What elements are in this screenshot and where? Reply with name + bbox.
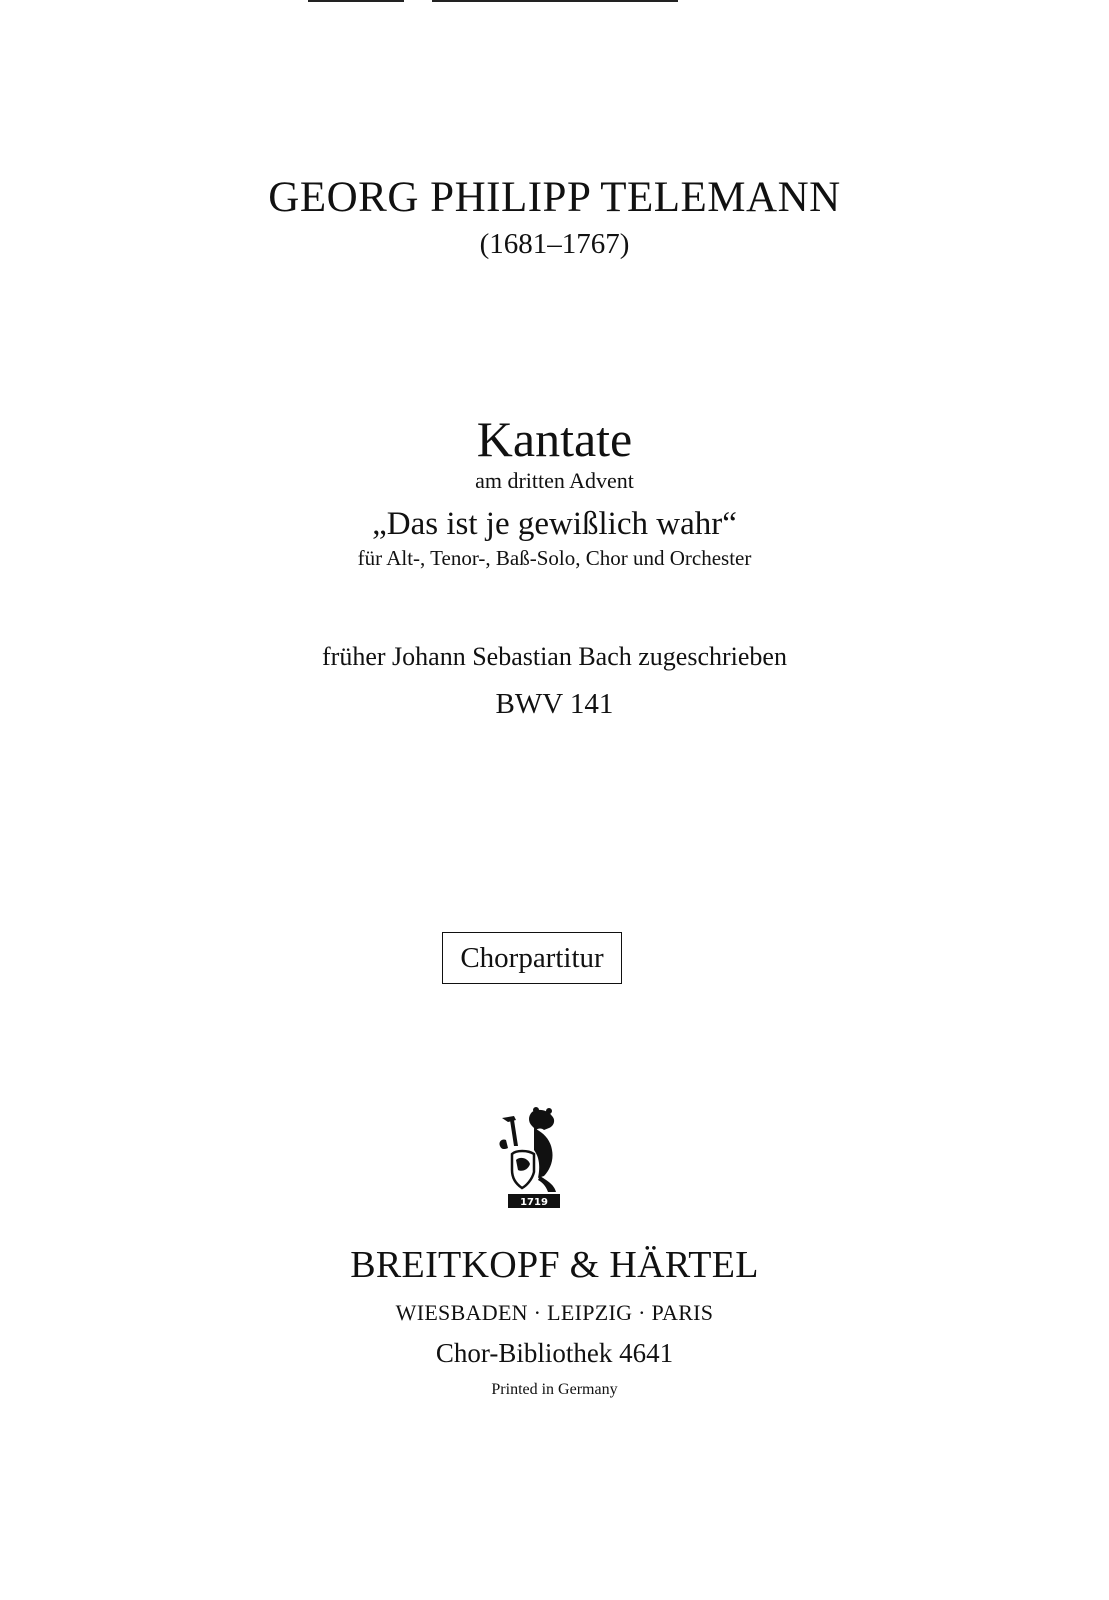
work-title: Kantate bbox=[476, 411, 633, 467]
top-edge-rule bbox=[432, 0, 678, 2]
series-number: Chor-Bibliothek 4641 bbox=[435, 1338, 674, 1368]
edition-type-label: Chorpartitur bbox=[460, 941, 604, 974]
work-occasion: am dritten Advent bbox=[475, 468, 634, 493]
publisher-cities: WIESBADEN · LEIPZIG · PARIS bbox=[395, 1300, 714, 1325]
composer-dates: (1681–1767) bbox=[479, 228, 630, 260]
printed-in-note: Printed in Germany bbox=[491, 1381, 618, 1398]
catalog-number: BWV 141 bbox=[495, 688, 614, 720]
top-edge-rule bbox=[308, 0, 404, 2]
emblem-year: 1719 bbox=[520, 1197, 548, 1208]
work-incipit: „Das ist je gewißlich wahr“ bbox=[372, 506, 737, 542]
work-scoring: für Alt-, Tenor-, Baß-Solo, Chor und Orchester bbox=[357, 546, 752, 570]
composer-name: GEORG PHILIPP TELEMANN bbox=[268, 174, 841, 221]
publisher-emblem-icon bbox=[494, 1106, 564, 1212]
attribution-note: früher Johann Sebastian Bach zugeschrieben bbox=[322, 642, 787, 671]
edition-type-box bbox=[442, 932, 622, 984]
publisher-name: BREITKOPF & HÄRTEL bbox=[350, 1244, 759, 1286]
